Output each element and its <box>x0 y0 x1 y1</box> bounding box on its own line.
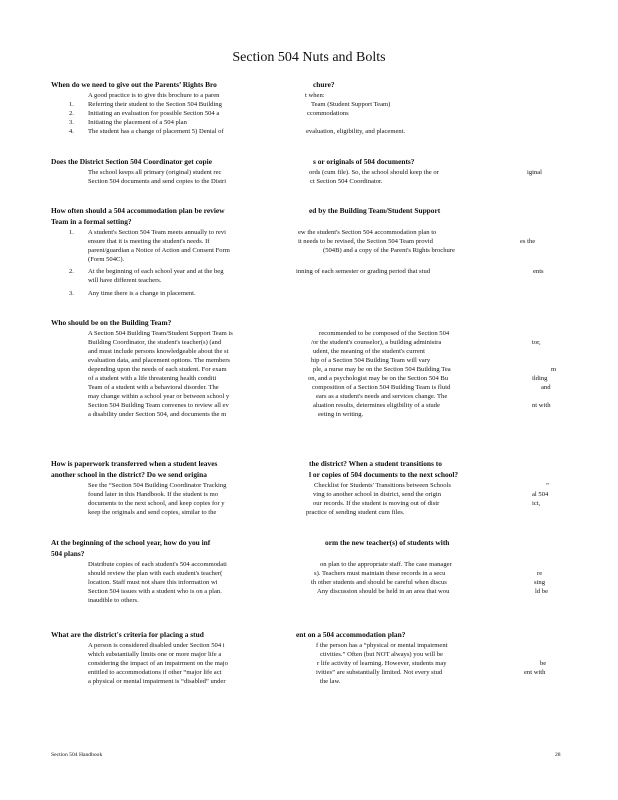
list-item: Any time there is a change in placement. <box>88 290 196 297</box>
body-line: th other students and should be careful when discus <box>311 579 447 586</box>
body-line: ctivities.” Often (but NOT always) you will be <box>320 651 443 658</box>
body-line: depending upon the needs of each student. For exam <box>88 366 227 373</box>
list-item: inning of each semester or grading period that stud <box>296 268 431 275</box>
question-paperwork-transfer: How is paperwork transferred when a student leaves <box>51 459 218 468</box>
list-item: parent/guardian a Notice of Action and Consent Form <box>88 247 230 254</box>
list-number: 2. <box>69 268 74 275</box>
list-item: (Form 504C). <box>88 256 125 263</box>
question-parents-rights-cont: chure? <box>313 80 335 89</box>
question-placement-criteria-cont: ent on a 504 accommodation plan? <box>296 630 406 639</box>
body-line: Team of a student with a behavioral disorder. The <box>88 384 219 391</box>
body-line: a disability under Section 504, and documents the m <box>88 411 227 418</box>
list-item: it needs to be revised, the Section 504 Team provid <box>298 238 433 245</box>
list-number: 3. <box>69 290 74 297</box>
list-item: ents <box>533 268 544 275</box>
body-line: documents to the next school, and keep copies for y <box>88 500 225 507</box>
list-item: The student has a change of placement 5) Denial of <box>88 128 224 135</box>
list-item: At the beginning of each school year and at the beg <box>88 268 224 275</box>
body-line: location. Staff must not share this information wi <box>88 579 218 586</box>
body-line: udent, the meaning of the student's current <box>313 348 425 355</box>
list-item: (504B) and a copy of the Parent's Rights brochure <box>323 247 455 254</box>
body-line: ent with <box>524 669 546 676</box>
question-coordinator-copies-cont: s or originals of 504 documents? <box>313 157 415 166</box>
question-paperwork-transfer-cont: the district? When a student transitions to <box>309 459 442 468</box>
list-number: 2. <box>69 110 74 117</box>
body-line: See the “Section 504 Building Coordinator Tracking <box>88 482 227 489</box>
list-item: A student's Section 504 Team meets annually to revi <box>88 229 226 236</box>
body-line: on plan to the appropriate staff. The case manager <box>320 561 452 568</box>
body-line: ving to another school in district, send the origin <box>313 491 442 498</box>
body-line: composition of a Section 504 Building Team is fluid <box>312 384 451 391</box>
list-item: es the <box>520 238 536 245</box>
body-line: evaluation data, and placement options. The members <box>88 357 230 364</box>
question-placement-criteria: What are the district's criteria for placing a stud <box>51 630 204 639</box>
body-line: entitled to accommodations if other “major life act <box>88 669 222 676</box>
body-line: ict, <box>532 500 541 507</box>
body-line: which substantially limits one or more major life a <box>88 651 222 658</box>
body-line: nt with <box>532 402 551 409</box>
body-line: r life activity of learning. However, students may <box>317 660 447 667</box>
body-line: A Section 504 Building Team/Student Support Team is <box>88 330 233 337</box>
body-line: ords (cum file). So, the school should keep the or <box>309 169 439 176</box>
body-line: hip of a Section 504 Building Team will vary <box>311 357 431 364</box>
list-item: ensure that it is meeting the student's needs. If <box>88 238 210 245</box>
body-line: keep the originals and send copies, similar to the <box>88 509 217 516</box>
body-line: on, and a psychologist may be on the Section 504 Bu <box>308 375 449 382</box>
body-line: re <box>537 570 543 577</box>
body-line: and must include persons knowledgeable about the st <box>88 348 229 355</box>
body-line: A good practice is to give this brochure to a paren <box>88 92 220 99</box>
list-item: ccommodations <box>307 110 349 117</box>
list-item: will have different teachers. <box>88 277 162 284</box>
body-line: Building Coordinator, the student's teacher(s) (and <box>88 339 222 346</box>
body-line: iginal <box>527 169 543 176</box>
list-number: 3. <box>69 119 74 126</box>
list-number: 1. <box>69 101 74 108</box>
body-line: be <box>540 660 547 667</box>
body-line: A person is considered disabled under Section 504 i <box>88 642 225 649</box>
body-line: tor, <box>532 339 541 346</box>
list-item: Team (Student Support Team) <box>311 101 391 108</box>
body-line: practice of sending student cum files. <box>306 509 405 516</box>
question-coordinator-copies: Does the District Section 504 Coordinator get copie <box>51 157 212 166</box>
body-line: of a student with a life threatening health conditi <box>88 375 217 382</box>
body-line: Section 504 documents and send copies to the Distri <box>88 178 227 185</box>
question-review-frequency-line2: Team in a formal setting? <box>51 217 132 226</box>
body-line: ple, a nurse may be on the Section 504 Building Tea <box>313 366 451 373</box>
body-line: al 504 <box>532 491 549 498</box>
body-line: /or the student's counselor), a building administra <box>311 339 442 346</box>
body-line: may change within a school year or between school y <box>88 393 230 400</box>
body-line: ivities” are substantially limited. Not every stud <box>316 669 443 676</box>
body-line: our records. If the student is moving out of distr <box>313 500 440 507</box>
list-item: Referring their student to the Section 504 Building <box>88 101 222 108</box>
body-line: Section 504 Building Team convenes to review all ev <box>88 402 229 409</box>
body-line: considering the impact of an impairment on the majo <box>88 660 228 667</box>
list-number: 4. <box>69 128 74 135</box>
body-line: sing <box>534 579 545 586</box>
question-inform-teachers-cont: orm the new teacher(s) of students with <box>325 538 450 547</box>
list-number: 1. <box>69 229 74 236</box>
list-item: Initiating the placement of a 504 plan <box>88 119 187 126</box>
question-review-frequency-cont: ed by the Building Team/Student Support <box>309 206 441 215</box>
question-parents-rights: When do we need to give out the Parents’ Rights Bro <box>51 80 217 89</box>
question-inform-teachers-line2: 504 plans? <box>51 549 85 558</box>
body-line: t when: <box>305 92 325 99</box>
body-line: should review the plan with each student's teacher( <box>88 570 223 577</box>
question-paperwork-transfer-line2: another school in the district? Do we send origina <box>51 470 207 479</box>
body-line: f the person has a “physical or mental impairment <box>316 642 448 649</box>
footer-title: Section 504 Handbook <box>51 752 103 758</box>
body-line: Distribute copies of each student's 504 accommodati <box>88 561 227 568</box>
list-item: Initiating an evaluation for possible Section 504 a <box>88 110 220 117</box>
body-line: ilding <box>532 375 548 382</box>
body-line: ” <box>546 482 549 489</box>
list-item: ew the student's Section 504 accommodation plan to <box>298 229 437 236</box>
body-line: found later in this Handbook. If the student is mo <box>88 491 219 498</box>
body-line: The school keeps all primary (original) student rec <box>88 169 222 176</box>
question-paperwork-transfer-line2-cont: l or copies of 504 documents to the next school? <box>309 470 459 479</box>
body-line: Checklist for Students' Transitions between Schools <box>314 482 451 489</box>
body-line: a physical or mental impairment is “disabled” under <box>88 678 226 685</box>
body-line: m <box>551 366 557 373</box>
list-item: evaluation, eligibility, and placement. <box>306 128 406 135</box>
body-line: and <box>541 384 551 391</box>
body-line: aluation results, determines eligibility of a stude <box>313 402 440 409</box>
question-review-frequency: How often should a 504 accommodation plan be review <box>51 206 225 215</box>
body-line: the law. <box>320 678 341 685</box>
body-line: Section 504 issues with a student who is on a plan. <box>88 588 222 595</box>
body-line: s). Teachers must maintain these records in a secu <box>314 570 446 577</box>
body-line: ears as a student's needs and services change. The <box>316 393 448 400</box>
question-building-team: Who should be on the Building Team? <box>51 318 172 327</box>
body-line: recommended to be composed of the Section 504 <box>319 330 450 337</box>
body-line: inaudible to others. <box>88 597 139 604</box>
body-line: ct Section 504 Coordinator. <box>310 178 383 185</box>
body-line: Any discussion should be held in an area that wou <box>317 588 450 595</box>
body-line: eeting in writing. <box>318 411 364 418</box>
page-title: Section 504 Nuts and Bolts <box>232 50 386 65</box>
page-number: 28 <box>555 752 561 758</box>
question-inform-teachers: At the beginning of the school year, how do you inf <box>51 538 211 547</box>
body-line: ld be <box>535 588 549 595</box>
